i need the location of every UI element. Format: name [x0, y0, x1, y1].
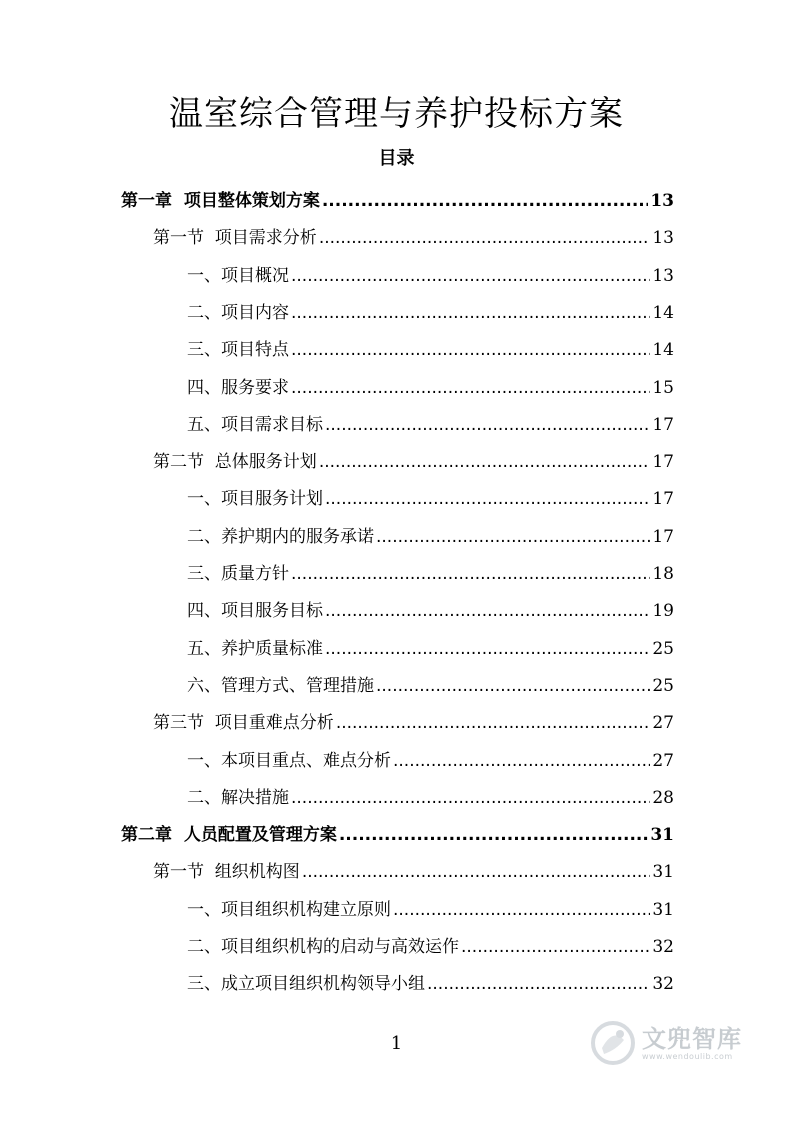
toc-entry-page: 17 [652, 414, 674, 435]
toc-entry-section[interactable] [153, 697, 674, 734]
toc-dot-leader [291, 339, 650, 361]
toc-dot-leader [376, 675, 650, 697]
toc-entry-page: 25 [652, 638, 674, 659]
toc-entry-label: 二、养护期内的服务承诺 [187, 526, 374, 547]
toc-entry-label: 三、成立项目组织机构领导小组 [187, 974, 425, 995]
toc-entry-item[interactable] [187, 287, 674, 324]
toc-entry-label: 二、解决措施 [187, 787, 289, 808]
toc-entry-label: 四、项目服务目标 [187, 601, 323, 622]
watermark-url: www.wendoulib.com [642, 1051, 733, 1061]
toc-entry-section[interactable] [153, 436, 674, 473]
toc-dot-leader [291, 302, 650, 324]
toc-entry-page: 19 [652, 601, 674, 622]
toc-entry-item[interactable] [187, 399, 674, 436]
toc-dot-leader [339, 824, 648, 846]
toc-entry-page: 18 [652, 564, 674, 584]
toc-entry-item[interactable] [187, 473, 674, 510]
toc-entry-label: 五、项目需求目标 [187, 414, 323, 435]
toc-entry-page: 14 [652, 340, 674, 361]
toc-dot-leader [461, 936, 650, 958]
toc-entry-label: 第一节 组织机构图 [153, 862, 300, 883]
toc-entry-page: 32 [652, 974, 674, 995]
toc-entry-section[interactable] [153, 846, 674, 883]
toc-entry-label: 四、服务要求 [187, 377, 289, 398]
toc-entry-page: 31 [652, 899, 674, 920]
toc-dot-leader [302, 861, 651, 883]
toc-entry-item[interactable] [187, 548, 674, 585]
document-title: 温室综合管理与养护投标方案 [169, 94, 624, 134]
toc-dot-leader [319, 227, 651, 249]
toc-dot-leader [376, 526, 650, 548]
toc-entry-page: 13 [652, 228, 674, 249]
wendou-logo-icon [590, 1020, 636, 1066]
toc-entry-item[interactable] [187, 735, 674, 772]
toc-dot-leader [322, 190, 648, 212]
toc-entry-item[interactable] [187, 324, 674, 361]
toc-entry-item[interactable] [187, 884, 674, 921]
toc-dot-leader [325, 488, 650, 510]
toc-entry-page: 31 [652, 862, 674, 883]
toc-entry-label: 第二章 人员配置及管理方案 [121, 825, 337, 846]
toc-dot-leader [325, 638, 650, 660]
toc-entry-page: 13 [650, 191, 674, 211]
toc-entry-item[interactable] [187, 660, 674, 697]
toc-entry-item[interactable] [187, 772, 674, 809]
toc-entry-label: 第一节 项目需求分析 [153, 228, 317, 249]
toc-dot-leader [393, 899, 650, 921]
toc-entry-chapter[interactable] [121, 809, 674, 846]
watermark [590, 1020, 742, 1066]
toc-entry-item[interactable] [187, 921, 674, 958]
toc-entry-label: 二、项目组织机构的启动与高效运作 [187, 937, 459, 957]
watermark-text: 文兜智库 [642, 1024, 742, 1053]
toc-entry-label: 一、项目服务计划 [187, 489, 323, 510]
toc-entry-label: 第一章 项目整体策划方案 [121, 191, 320, 211]
toc-entry-label: 三、项目特点 [187, 340, 289, 361]
toc-dot-leader [427, 973, 650, 995]
toc-entry-chapter[interactable] [121, 175, 674, 212]
toc-entry-item[interactable] [187, 511, 674, 548]
toc-entry-label: 六、管理方式、管理措施 [187, 675, 374, 696]
toc-entry-page: 31 [650, 825, 674, 846]
toc-entry-label: 三、质量方针 [187, 564, 289, 584]
toc-entry-item[interactable] [187, 958, 674, 995]
toc-entry-page: 27 [652, 750, 674, 771]
toc-entry-label: 第三节 项目重难点分析 [153, 713, 334, 734]
toc-entry-section[interactable] [153, 212, 674, 249]
toc-entry-page: 13 [652, 265, 674, 286]
toc-entry-page: 27 [652, 713, 674, 734]
toc-entry-page: 17 [652, 452, 674, 473]
toc-dot-leader [291, 265, 650, 287]
toc-entry-label: 二、项目内容 [187, 302, 289, 323]
toc-entry-item[interactable] [187, 250, 674, 287]
toc-heading: 目录 [378, 148, 415, 169]
toc-entry-label: 一、项目组织机构建立原则 [187, 899, 391, 920]
toc-dot-leader [325, 414, 650, 436]
toc-dot-leader [291, 563, 650, 585]
toc-entry-label: 一、本项目重点、难点分析 [187, 750, 391, 771]
toc-entry-page: 17 [652, 489, 674, 510]
toc-entry-item[interactable] [187, 585, 674, 622]
toc-entry-label: 五、养护质量标准 [187, 638, 323, 659]
toc-entry-page: 14 [652, 302, 674, 323]
toc-dot-leader [393, 750, 650, 772]
toc-entry-label: 第二节 总体服务计划 [153, 452, 317, 473]
toc-dot-leader [325, 600, 650, 622]
toc-dot-leader [336, 712, 651, 734]
toc-dot-leader [319, 451, 651, 473]
toc-entry-label: 一、项目概况 [187, 265, 289, 286]
toc-dot-leader [291, 787, 650, 809]
toc-dot-leader [291, 377, 650, 399]
toc-entry-page: 32 [652, 937, 674, 957]
page-number: 1 [390, 1033, 403, 1054]
toc-entry-page: 25 [652, 675, 674, 696]
toc-entry-item[interactable] [187, 362, 674, 399]
toc-entry-item[interactable] [187, 623, 674, 660]
toc-entry-page: 15 [652, 377, 674, 398]
toc-entry-page: 28 [652, 787, 674, 808]
toc-entry-page: 17 [652, 526, 674, 547]
